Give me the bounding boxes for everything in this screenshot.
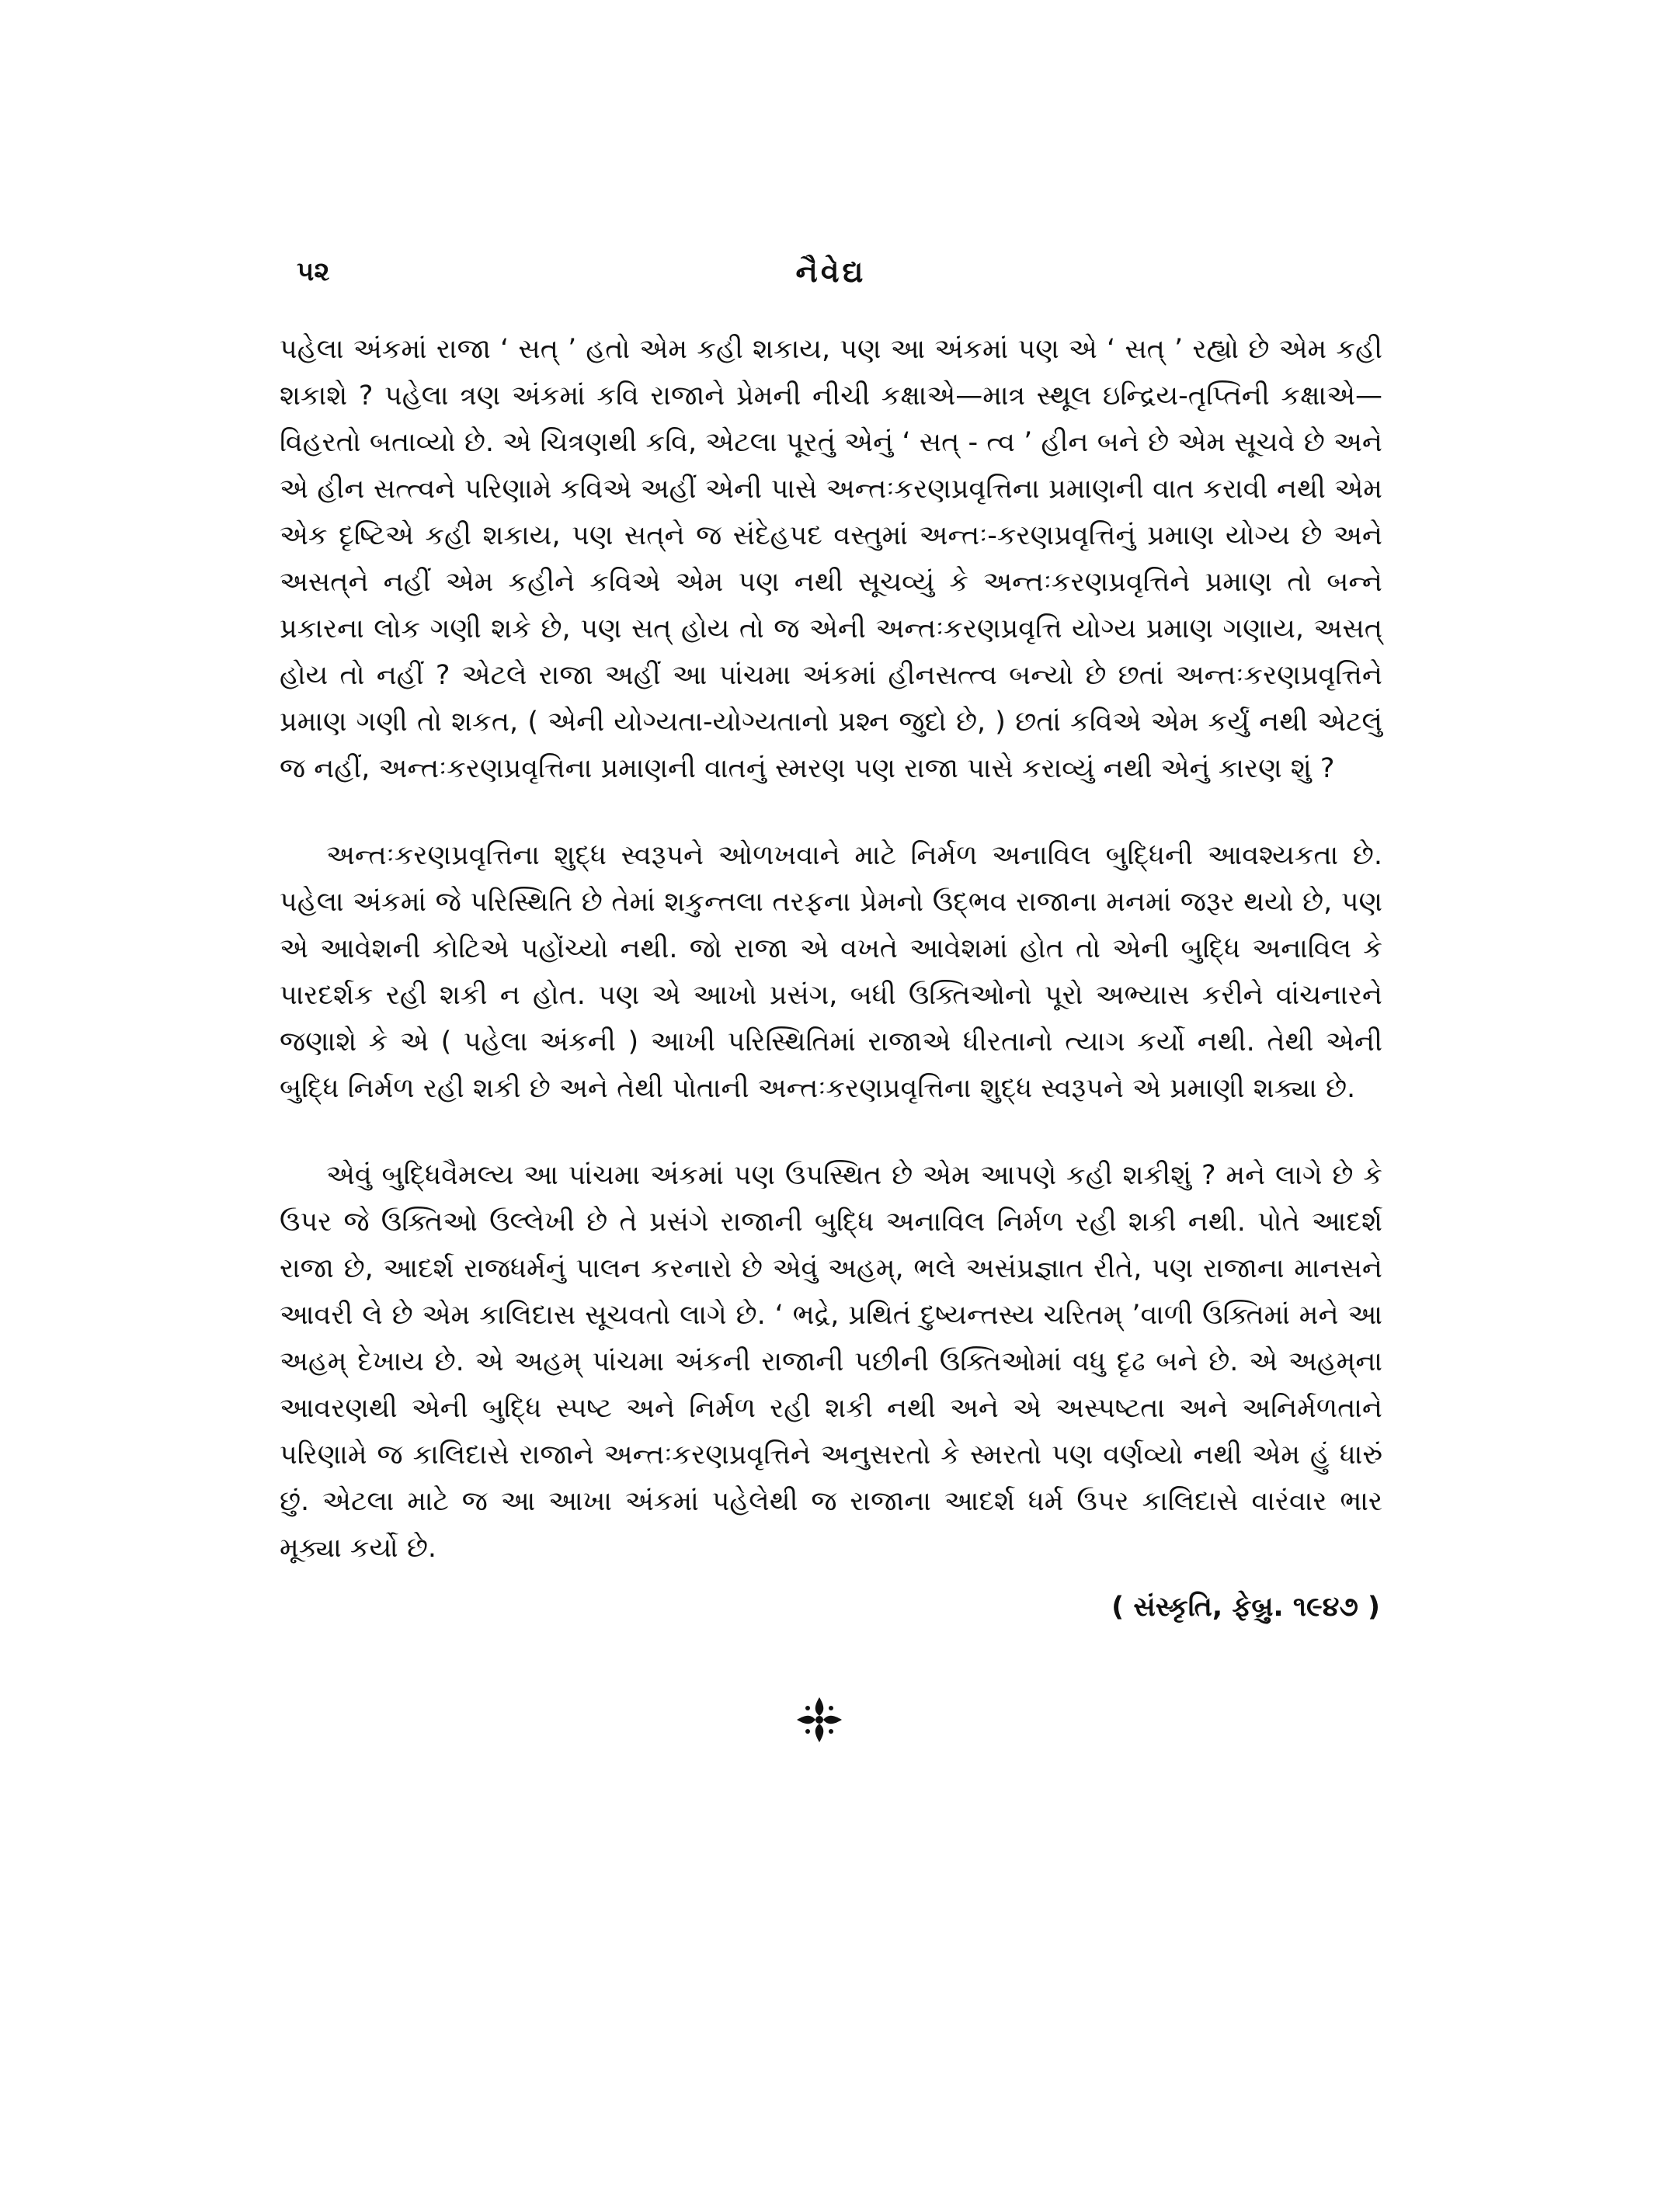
page-header — [280, 248, 1382, 295]
paragraph-3: એવું બુદ્ધિવૈમલ્ય આ પાંચમા અંકમાં પણ ઉપસ્થિત છે એમ આપણે કહી શકીશું ? મને લાગે છે કે ઉપર જે ઉક્તિઓ ઉલ્લેખી છે તે પ્રસંગે રાજાની બુદ્ધિ અનાવિલ નિર્મળ રહી શકી નથી. પોતે આદર્શ રાજા છે, આદર્શ રાજધર્મનું પાલન કરનારો છે એવું અહમ્, ભલે અસંપ્રજ્ઞાત રીતે, પણ રાજાના માનસને આવરી લે છે એમ કાલિદાસ સૂચવતો લાગે છે. ‘ ભદ્રે, પ્રથિતં દુષ્યન્તસ્ય ચરિતમ્ ’વાળી ઉક્તિમાં મને આ અહમ્ દેખાય છે. એ અહમ્ પાંચમા અંકની રાજાની પછીની ઉક્તિઓમાં વધુ દૃઢ બને છે. એ અહમ્‌ના આવરણથી એની બુદ્ધિ સ્પષ્ટ અને નિર્મળ રહી શકી નથી અને એ અસ્પષ્ટતા અને અનિર્મળતાને પરિણામે જ કાલિદાસે રાજાને અન્તઃકરણપ્રવૃત્તિને અનુસરતો કે સ્મરતો પણ વર્ણવ્યો નથી એમ હું ધારું છું. એટલા માટે જ આ આખા અંકમાં પહેલેથી જ રાજાના આદર્શ ધર્મ ઉપર કાલિદાસે વારંવાર ભાર મૂક્યા કર્યો છે. — [280, 1160, 1382, 1564]
ornament-fleuron-icon — [792, 1693, 847, 1747]
body-text — [280, 326, 1382, 1612]
source-citation: ( સંસ્કૃતિ, ફેબ્રુ. ૧૯૪૭ ) — [1111, 1592, 1380, 1623]
page-number: ૫૨ — [297, 256, 330, 287]
running-head: નૈવેદ્ય — [795, 255, 867, 289]
paragraph-1: પહેલા અંકમાં રાજા ‘ સત્ ’ હતો એમ કહી શકાય, પણ આ અંકમાં પણ એ ‘ સત્ ’ રહ્યો છે એમ કહી શકાશે ? પહેલા ત્રણ અંકમાં કવિ રાજાને પ્રેમની નીચી કક્ષાએ—માત્ર સ્થૂલ ઇન્દ્રિય-તૃપ્તિની કક્ષાએ—વિહરતો બતાવ્યો છે. એ ચિત્રણથી કવિ, એટલા પૂરતું એનું ‘ સત્ - ત્વ ’ હીન બને છે એમ સૂચવે છે અને એ હીન સત્ત્વને પરિણામે કવિએ અહીં એની પાસે અન્તઃકરણપ્રવૃત્તિના પ્રમાણની વાત કરાવી નથી એમ એક દૃષ્ટિએ કહી શકાય, પણ સત્‌ને જ સંદેહપદ વસ્તુમાં અન્તઃ-કરણપ્રવૃત્તિનું પ્રમાણ યોગ્ય છે અને અસત્‌ને નહીં એમ કહીને કવિએ એમ પણ નથી સૂચવ્યું કે અન્તઃકરણપ્રવૃત્તિને પ્રમાણ તો બન્ને પ્રકારના લોક ગણી શકે છે, પણ સત્ હોય તો જ એની અન્તઃકરણપ્રવૃત્તિ યોગ્ય પ્રમાણ ગણાય, અસત્ હોય તો નહીં ? એટલે રાજા અહીં આ પાંચમા અંકમાં હીનસત્ત્વ બન્યો છે છતાં અન્તઃકરણપ્રવૃત્તિને પ્રમાણ ગણી તો શકત, ( એની યોગ્યતા-યોગ્યતાનો પ્રશ્ન જુદો છે, ) છતાં કવિએ એમ કર્યું નથી એટલું જ નહીં, અન્તઃકરણપ્રવૃત્તિના પ્રમાણની વાતનું સ્મરણ પણ રાજા પાસે કરાવ્યું નથી એનું કારણ શું ? — [280, 334, 1383, 784]
paragraph-2: અન્તઃકરણપ્રવૃત્તિના શુદ્ધ સ્વરૂપને ઓળખવાને માટે નિર્મળ અનાવિલ બુદ્ધિની આવશ્યકતા છે. પહેલા અંકમાં જે પરિસ્થિતિ છે તેમાં શકુન્તલા તરફના પ્રેમનો ઉદ્‌ભવ રાજાના મનમાં જરૂર થયો છે, પણ એ આવેશની કોટિએ પહોંચ્યો નથી. જો રાજા એ વખતે આવેશમાં હોત તો એની બુદ્ધિ અનાવિલ કે પારદર્શક રહી શકી ન હોત. પણ એ આખો પ્રસંગ, બધી ઉક્તિઓનો પૂરો અભ્યાસ કરીને વાંચનારને જણાશે કે એ ( પહેલા અંકની ) આખી પરિસ્થિતિમાં રાજાએ ધીરતાનો ત્યાગ કર્યો નથી. તેથી એની બુદ્ધિ નિર્મળ રહી શકી છે અને તેથી પોતાની અન્તઃકરણપ્રવૃત્તિના શુદ્ધ સ્વરૂપને એ પ્રમાણી શક્યા છે. — [280, 840, 1382, 1104]
